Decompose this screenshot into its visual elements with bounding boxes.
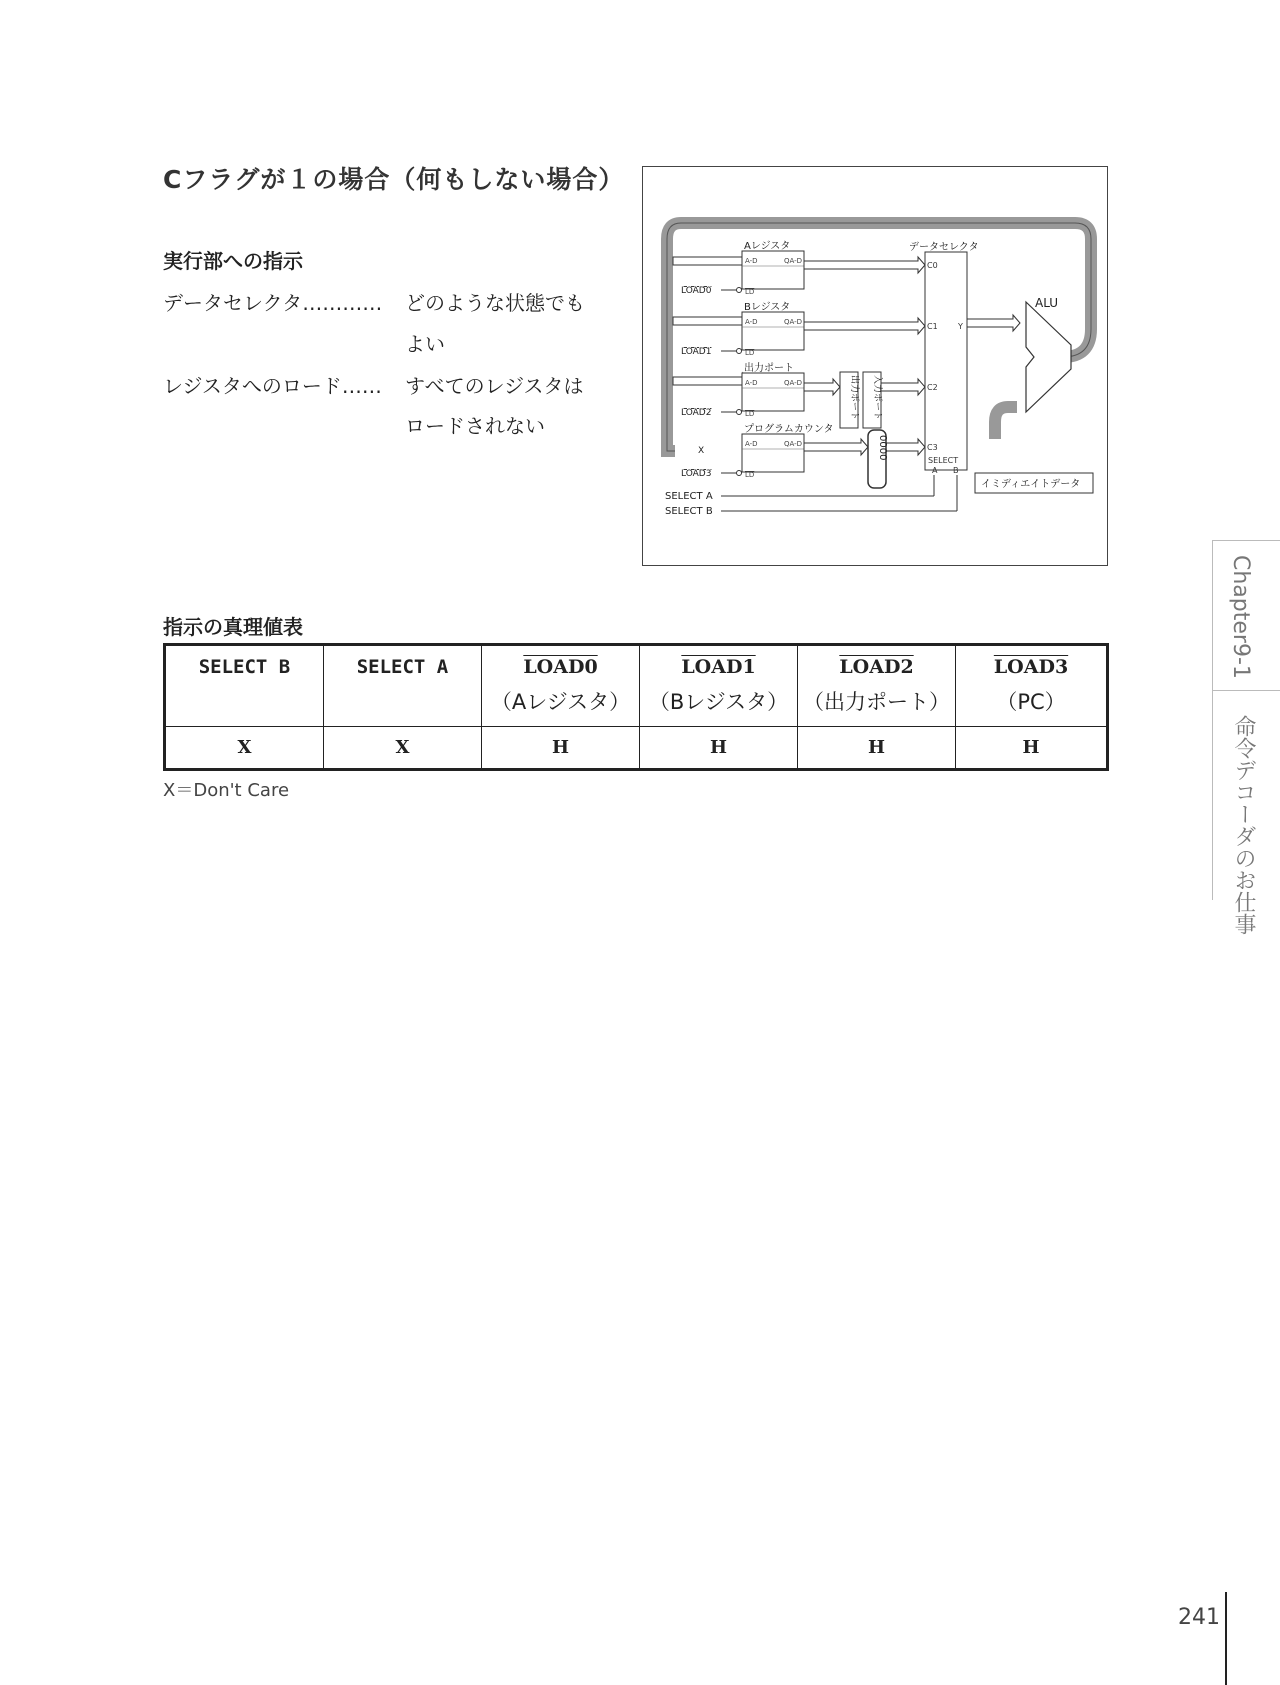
pin-ad: A-D xyxy=(745,318,758,326)
label-selector: データセレクタ xyxy=(909,242,979,253)
label-alu: ALU xyxy=(1035,296,1059,310)
signal-select-b: SELECT B xyxy=(665,506,713,517)
zero-constant-label: 0000 xyxy=(877,435,888,461)
signal-load3: LOAD3 xyxy=(681,469,712,479)
signal-load2: LOAD2 xyxy=(681,408,712,418)
signal-load0: LOAD0 xyxy=(681,286,712,296)
truth-table xyxy=(163,643,1109,771)
signal-select-a: SELECT A xyxy=(665,491,713,502)
pin-qad: QA-D xyxy=(784,318,803,326)
header-load0: LOAD0 （Aレジスタ） xyxy=(482,645,640,727)
cell-load0: H xyxy=(482,727,640,770)
cell-select-b: X xyxy=(165,727,324,770)
label-immediate: イミディエイトデータ xyxy=(981,479,1081,490)
selector-select: SELECT xyxy=(928,456,959,465)
chapter-label: Chapter9-1 xyxy=(1228,555,1253,679)
selector-b: B xyxy=(953,466,959,475)
instruction-value-load-cont: ロードされない xyxy=(405,414,545,438)
cpu-block-diagram xyxy=(642,166,1108,566)
page-number-rule xyxy=(1225,1592,1227,1685)
instructions-title: 実行部への指示 xyxy=(163,249,303,273)
header-load1: LOAD1 （Bレジスタ） xyxy=(640,645,798,727)
pin-ad: A-D xyxy=(745,257,758,265)
chapter-title: 命令デコーダのお仕事 xyxy=(1231,715,1256,935)
data-selector xyxy=(925,252,967,470)
pin-ld: LD xyxy=(745,349,755,357)
table-note: X＝Don't Care xyxy=(163,780,290,801)
pin-qad: QA-D xyxy=(784,440,803,448)
pin-ad: A-D xyxy=(745,440,758,448)
label-reg-a: Aレジスタ xyxy=(744,241,791,252)
instruction-value-selector: どのような状態でも xyxy=(405,291,585,315)
instruction-value-load: すべてのレジスタは xyxy=(405,374,584,398)
header-select-a: SELECT A xyxy=(324,645,482,727)
input-port-box-label: 入力ポート xyxy=(872,375,882,421)
side-tab-rule xyxy=(1212,540,1213,900)
pin-ad: A-D xyxy=(745,379,758,387)
pin-ld: LD xyxy=(745,410,755,418)
header-load3: LOAD3 （PC） xyxy=(956,645,1108,727)
pin-ld: LD xyxy=(745,471,755,479)
immediate-bus xyxy=(995,407,1017,439)
pin-qad: QA-D xyxy=(784,379,803,387)
pin-qad: QA-D xyxy=(784,257,803,265)
page-number: 241 xyxy=(1178,1605,1220,1630)
instruction-label-selector: データセレクタ………… xyxy=(163,291,383,315)
output-port-box-label: 出力ポート xyxy=(849,375,859,421)
selector-c1: C1 xyxy=(927,322,938,331)
header-load2: LOAD2 （出力ポート） xyxy=(798,645,956,727)
cell-select-a: X xyxy=(324,727,482,770)
signal-x: X xyxy=(698,446,705,456)
selector-a: A xyxy=(932,466,938,475)
alu xyxy=(1026,302,1071,412)
label-reg-b: Bレジスタ xyxy=(744,302,791,313)
section-heading: Cフラグが１の場合（何もしない場合） xyxy=(163,165,625,194)
instruction-value-selector-cont: よい xyxy=(405,332,445,356)
side-tab-divider xyxy=(1212,540,1280,541)
cell-load1: H xyxy=(640,727,798,770)
cell-load2: H xyxy=(798,727,956,770)
selector-c0: C0 xyxy=(927,261,938,270)
instruction-label-load: レジスタへのロード…… xyxy=(163,374,382,398)
label-pc: プログラムカウンタ xyxy=(744,424,834,435)
truth-table-title: 指示の真理値表 xyxy=(163,615,303,639)
selector-y: Y xyxy=(958,322,963,331)
side-tab-divider xyxy=(1212,690,1280,691)
selector-c3: C3 xyxy=(927,443,938,452)
selector-c2: C2 xyxy=(927,383,938,392)
header-select-b: SELECT B xyxy=(165,645,324,727)
label-out-port: 出力ポート xyxy=(744,363,794,374)
table-row xyxy=(165,727,1108,770)
cell-load3: H xyxy=(956,727,1108,770)
signal-load1: LOAD1 xyxy=(681,347,712,357)
pin-ld: LD xyxy=(745,288,755,296)
